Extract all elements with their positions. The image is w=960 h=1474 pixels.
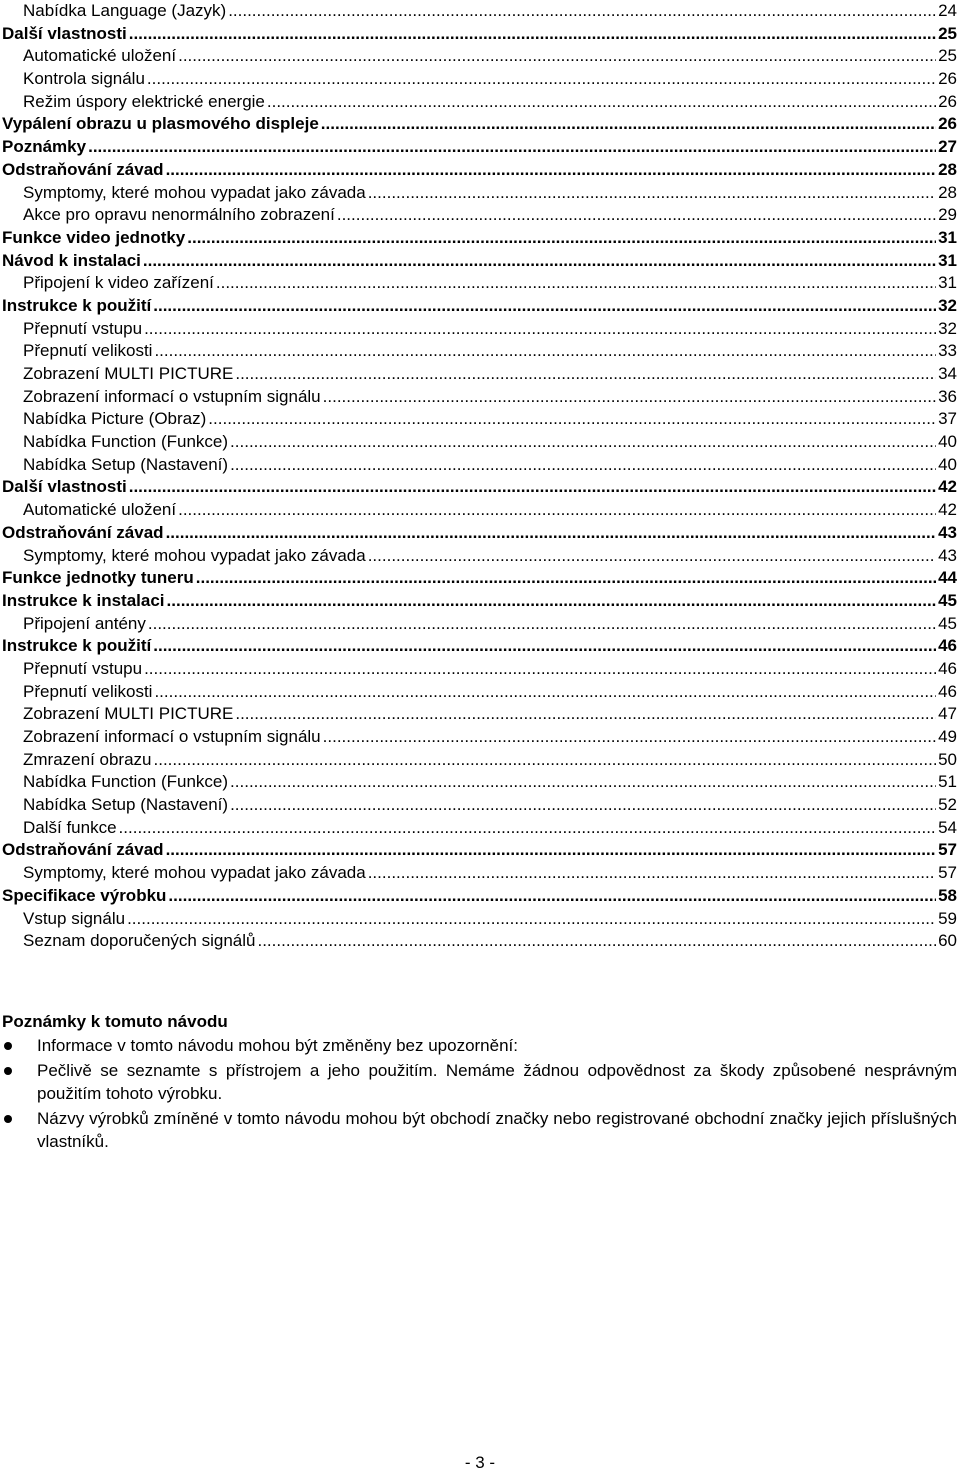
toc-entry-page: 31 (938, 227, 957, 247)
toc-entry[interactable] (2, 839, 957, 862)
toc-entry-label: Nabídka Function (Funkce) (23, 772, 229, 792)
toc-entry[interactable] (2, 45, 957, 68)
note-item (2, 1059, 957, 1105)
toc-entry-page: 31 (938, 273, 957, 293)
toc-entry[interactable] (2, 363, 957, 386)
toc-entry-label: Funkce video jednotky (2, 227, 186, 247)
toc-entry-label: Kontrola signálu (23, 69, 145, 89)
bullet-icon (4, 1115, 12, 1123)
dot-leader (168, 885, 936, 908)
toc-entry-label: Specifikace výrobku (2, 885, 167, 905)
dot-leader (129, 23, 936, 46)
dot-leader (368, 862, 936, 885)
toc-entry-label: Přepnutí velikosti (23, 681, 153, 701)
dot-leader (153, 295, 936, 318)
toc-entry-label: Funkce jednotky tuneru (2, 568, 194, 588)
toc-entry[interactable] (2, 386, 957, 409)
dot-leader (129, 476, 936, 499)
toc-entry-label: Připojení antény (23, 613, 146, 633)
toc-entry-label: Akce pro opravu nenormálního zobrazení (23, 205, 335, 225)
toc-entry[interactable] (2, 91, 957, 114)
toc-entry-page: 59 (938, 908, 957, 928)
toc-entry[interactable] (2, 726, 957, 749)
bullet-icon (4, 1067, 12, 1075)
toc-entry-page: 36 (938, 386, 957, 406)
toc-entry-page: 43 (938, 545, 957, 565)
toc-entry[interactable] (2, 658, 957, 681)
toc-entry-label: Režim úspory elektrické energie (23, 91, 265, 111)
dot-leader (167, 590, 937, 613)
toc-entry-page: 46 (938, 636, 957, 656)
note-text: Informace v tomto návodu mohou být změněny bez upozornění: (37, 1036, 518, 1055)
dot-leader (144, 318, 936, 341)
toc-entry-label: Nabídka Setup (Nastavení) (23, 454, 229, 474)
toc-entry[interactable] (2, 476, 957, 499)
toc-entry-page: 26 (938, 69, 957, 89)
toc-entry-label: Nabídka Function (Funkce) (23, 432, 229, 452)
dot-leader (88, 136, 936, 159)
dot-leader (119, 817, 937, 840)
toc-entry[interactable] (2, 499, 957, 522)
dot-leader (368, 182, 936, 205)
toc-entry-label: Další vlastnosti (2, 23, 127, 43)
toc-entry-label: Zobrazení informací o vstupním signálu (23, 727, 321, 746)
toc-entry[interactable] (2, 567, 957, 590)
toc-entry-page: 26 (938, 114, 957, 134)
dot-leader (230, 771, 936, 794)
toc-entry-label: Zobrazení MULTI PICTURE (23, 364, 234, 383)
dot-leader (166, 839, 937, 862)
toc-entry[interactable] (2, 635, 957, 658)
toc-entry-label: Instrukce k instalaci (2, 590, 165, 610)
toc-entry-page: 46 (938, 681, 957, 701)
dot-leader (323, 386, 936, 409)
toc-entry-page: 40 (938, 454, 957, 474)
toc-entry-page: 45 (938, 590, 957, 610)
toc-entry-label: Instrukce k použití (2, 295, 152, 315)
toc-entry-page: 50 (938, 749, 957, 769)
toc-entry-page: 33 (938, 341, 957, 361)
toc-entry-label: Instrukce k použití (2, 636, 152, 656)
toc-entry-page: 27 (938, 137, 957, 157)
toc-entry-label: Nabídka Picture (Obraz) (23, 409, 207, 429)
dot-leader (154, 749, 937, 772)
toc-entry-page: 43 (938, 522, 957, 542)
dot-leader (323, 726, 936, 749)
toc-entry[interactable] (2, 749, 957, 772)
toc-entry[interactable] (2, 272, 957, 295)
notes-section (2, 1010, 957, 1155)
toc-entry[interactable] (2, 23, 957, 46)
note-item (2, 1107, 957, 1153)
dot-leader (235, 363, 936, 386)
toc-entry[interactable] (2, 885, 957, 908)
toc-entry[interactable] (2, 590, 957, 613)
toc-entry[interactable] (2, 204, 957, 227)
dot-leader (147, 68, 936, 91)
toc-entry[interactable] (2, 318, 957, 341)
toc-entry-page: 42 (938, 500, 957, 520)
toc-entry-label: Přepnutí vstupu (23, 318, 143, 338)
toc-entry-label: Nabídka Setup (Nastavení) (23, 795, 229, 815)
dot-leader (154, 681, 936, 704)
toc-entry-page: 32 (938, 318, 957, 338)
toc-entry-label: Odstraňování závad (2, 840, 164, 860)
notes-heading: Poznámky k tomuto návodu (2, 1012, 228, 1031)
toc-entry-page: 29 (938, 205, 957, 225)
dot-leader (216, 272, 936, 295)
toc-entry[interactable] (2, 908, 957, 931)
toc-entry[interactable] (2, 613, 957, 636)
toc-entry-page: 25 (938, 46, 957, 66)
toc-entry-page: 49 (938, 727, 957, 746)
dot-leader (235, 703, 936, 726)
page-number: - 3 - (464, 1453, 496, 1472)
dot-leader (228, 0, 936, 23)
dot-leader (337, 204, 936, 227)
dot-leader (368, 545, 936, 568)
toc-entry[interactable] (2, 113, 957, 136)
table-of-contents (2, 0, 957, 953)
toc-entry-page: 45 (938, 613, 957, 633)
dot-leader (257, 930, 936, 953)
dot-leader (230, 431, 936, 454)
dot-leader (127, 908, 936, 931)
toc-entry-label: Zmrazení obrazu (23, 749, 152, 769)
toc-entry-page: 52 (938, 795, 957, 815)
note-text: Názvy výrobků zmíněné v tomto návodu mohou být obchodí značky nebo registrované obchodní značky jejich příslušných vlastníků. (37, 1109, 957, 1151)
toc-entry[interactable] (2, 431, 957, 454)
note-item (2, 1034, 957, 1057)
toc-entry-page: 40 (938, 432, 957, 452)
toc-entry[interactable] (2, 681, 957, 704)
toc-entry[interactable] (2, 545, 957, 568)
toc-entry-label: Symptomy, které mohou vypadat jako závada (23, 182, 366, 202)
toc-entry[interactable] (2, 522, 957, 545)
toc-entry[interactable] (2, 159, 957, 182)
toc-entry-label: Zobrazení informací o vstupním signálu (23, 386, 321, 406)
toc-entry-label: Návod k instalaci (2, 250, 141, 270)
toc-entry[interactable] (2, 250, 957, 273)
toc-entry-label: Přepnutí velikosti (23, 341, 153, 361)
toc-entry-label: Připojení k video zařízení (23, 273, 214, 293)
toc-entry-page: 37 (938, 409, 957, 429)
bullet-icon (4, 1042, 12, 1050)
notes-list (2, 1034, 957, 1153)
dot-leader (143, 250, 936, 273)
toc-entry-page: 25 (938, 23, 957, 43)
toc-entry-page: 47 (938, 704, 957, 724)
toc-entry-label: Další vlastnosti (2, 477, 127, 497)
toc-entry-page: 31 (938, 250, 957, 270)
toc-entry-page: 42 (938, 477, 957, 497)
toc-entry[interactable] (2, 794, 957, 817)
toc-entry-label: Odstraňování závad (2, 159, 164, 179)
toc-entry-page: 34 (938, 364, 957, 383)
dot-leader (166, 159, 937, 182)
toc-entry-label: Symptomy, které mohou vypadat jako závada (23, 545, 366, 565)
toc-entry[interactable] (2, 930, 957, 953)
dot-leader (230, 454, 936, 477)
toc-entry-page: 51 (938, 772, 957, 792)
toc-entry-page: 46 (938, 658, 957, 678)
toc-entry-page: 57 (938, 840, 957, 860)
toc-entry-page: 58 (938, 885, 957, 905)
toc-entry-page: 60 (938, 931, 957, 951)
toc-entry-label: Symptomy, které mohou vypadat jako závada (23, 863, 366, 883)
toc-entry-label: Nabídka Language (Jazyk) (23, 1, 227, 20)
toc-entry-label: Automatické uložení (23, 500, 177, 520)
toc-entry-label: Odstraňování závad (2, 522, 164, 542)
dot-leader (178, 45, 936, 68)
note-text: Pečlivě se seznamte s přístrojem a jeho použitím. Nemáme žádnou odpovědnost za škody způsobené nesprávným použitím tohoto výrobku. (37, 1061, 957, 1103)
toc-entry[interactable] (2, 182, 957, 205)
dot-leader (148, 613, 936, 636)
toc-entry-page: 26 (938, 91, 957, 111)
toc-entry[interactable] (2, 295, 957, 318)
toc-entry-page: 32 (938, 295, 957, 315)
toc-entry-label: Přepnutí vstupu (23, 658, 143, 678)
toc-entry[interactable] (2, 408, 957, 431)
toc-entry[interactable] (2, 136, 957, 159)
toc-entry-page: 28 (938, 182, 957, 202)
toc-entry[interactable] (2, 227, 957, 250)
dot-leader (178, 499, 936, 522)
dot-leader (187, 227, 936, 250)
dot-leader (208, 408, 936, 431)
dot-leader (166, 522, 937, 545)
toc-entry-label: Automatické uložení (23, 46, 177, 66)
toc-entry[interactable] (2, 862, 957, 885)
toc-entry[interactable] (2, 771, 957, 794)
toc-entry-label: Poznámky (2, 137, 87, 157)
toc-entry-label: Zobrazení MULTI PICTURE (23, 704, 234, 724)
dot-leader (153, 635, 936, 658)
toc-entry-page: 44 (938, 568, 957, 588)
dot-leader (196, 567, 936, 590)
toc-entry[interactable] (2, 0, 957, 23)
toc-entry-page: 57 (938, 863, 957, 883)
toc-entry[interactable] (2, 454, 957, 477)
toc-entry-label: Další funkce (23, 817, 117, 837)
toc-entry-page: 54 (938, 817, 957, 837)
dot-leader (144, 658, 936, 681)
toc-entry[interactable] (2, 68, 957, 91)
toc-entry[interactable] (2, 340, 957, 363)
dot-leader (230, 794, 936, 817)
dot-leader (321, 113, 936, 136)
toc-entry-label: Vypálení obrazu u plasmového displeje (2, 114, 319, 134)
dot-leader (154, 340, 936, 363)
toc-entry-label: Seznam doporučených signálů (23, 931, 256, 951)
toc-entry[interactable] (2, 703, 957, 726)
toc-entry[interactable] (2, 817, 957, 840)
dot-leader (267, 91, 936, 114)
toc-entry-label: Vstup signálu (23, 908, 126, 928)
toc-entry-page: 24 (938, 1, 957, 20)
toc-entry-page: 28 (938, 159, 957, 179)
